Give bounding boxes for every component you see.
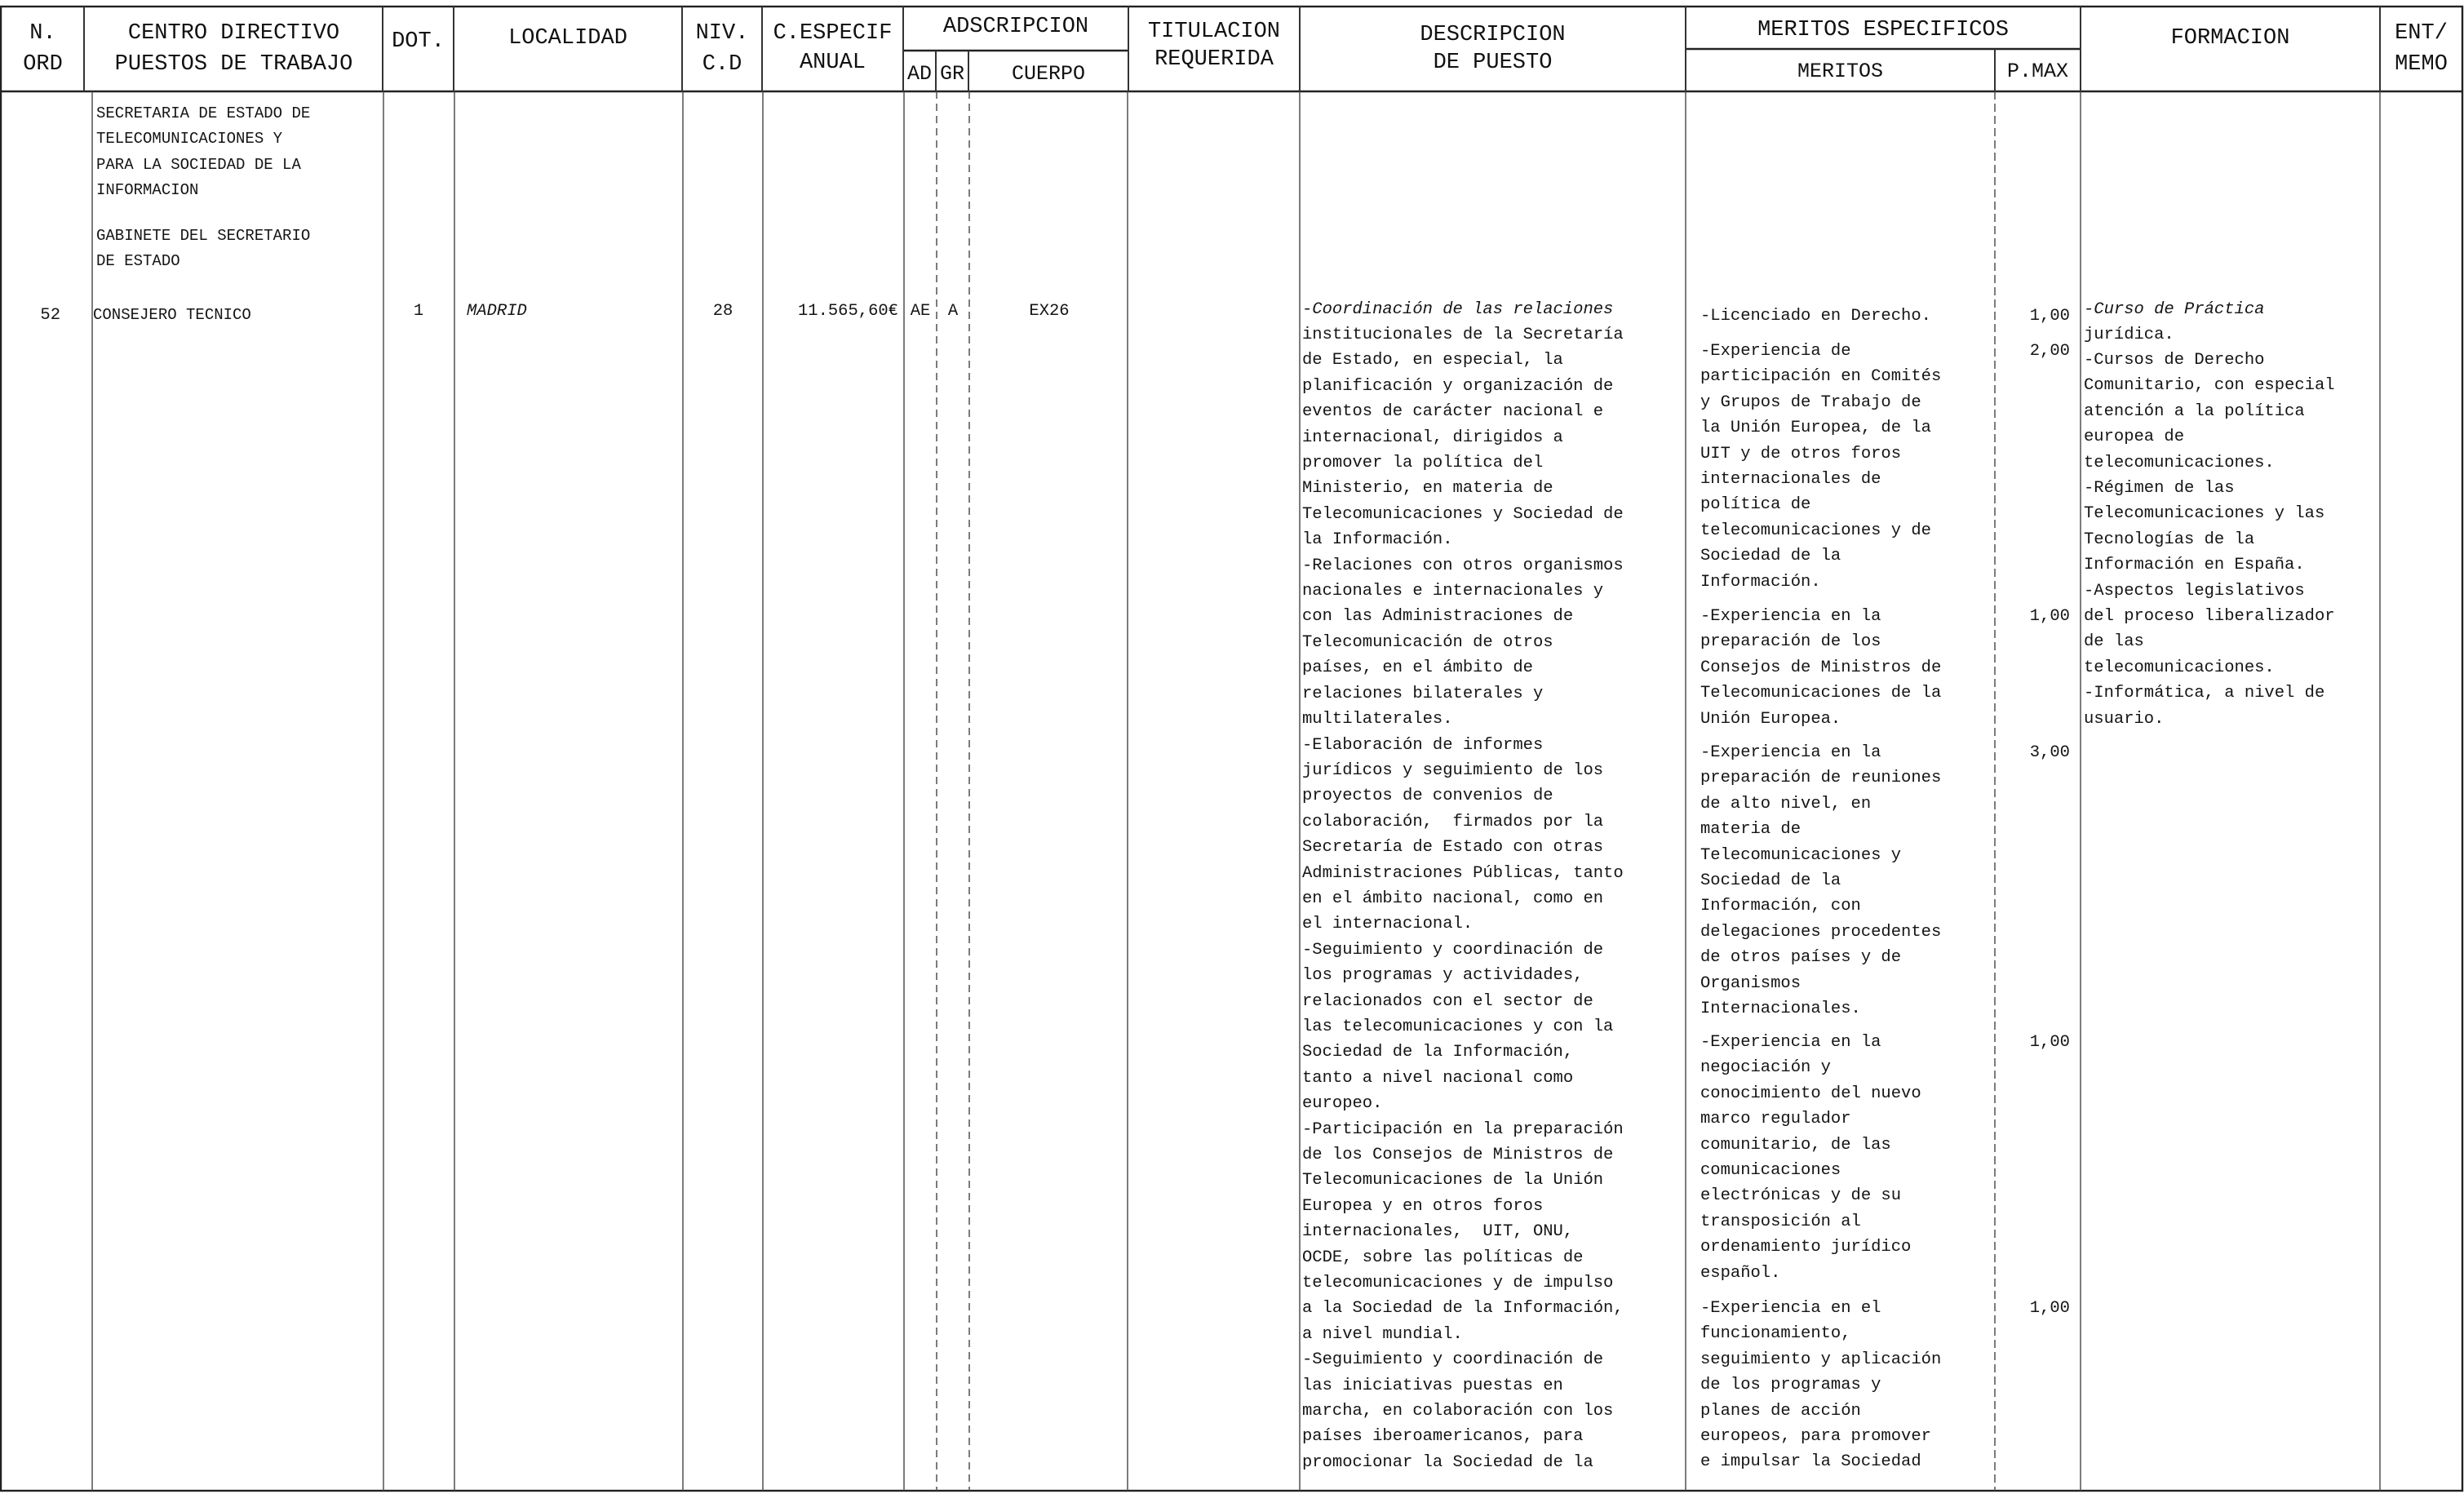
merito-pmax: 2,00: [2029, 342, 2070, 361]
col-centro-header: CENTRO DIRECTIVO PUESTOS DE TRABAJO: [114, 21, 353, 77]
col-pmax-header: P.MAX: [2006, 60, 2068, 83]
merito-item: -Experiencia de participación en Comités y Grupos de Trabajo de la Unión Europea, de la UIT y de otros foros internacionales de política de telecomunicaciones y de Sociedad de la Información.: [1700, 342, 1942, 592]
merito-item: -Experiencia en la preparación de los Consejos de Ministros de Telecomunicaciones de la Unión Europea.: [1700, 607, 1942, 729]
unit-subunidad: GABINETE DEL SECRETARIO DE ESTADO: [96, 227, 311, 271]
col-n-ord-header: N. ORD: [23, 21, 63, 77]
row-localidad: MADRID: [467, 302, 527, 321]
merito-pmax: 1,00: [2029, 1299, 2070, 1318]
col-descripcion-header: DESCRIPCION DE PUESTO: [1420, 23, 1566, 75]
merito-pmax: 1,00: [2029, 307, 2070, 326]
table-frame: [1, 7, 2462, 1491]
col-adscripcion-header: ADSCRIPCION: [942, 15, 1089, 39]
merito-pmax: 1,00: [2029, 1033, 2070, 1052]
merito-item: -Experiencia en la negociación y conocimiento del nuevo marco regulador comunitario, de las comunicaciones electrónicas y de su transposición al ordenamiento jurídico español.: [1700, 1033, 1921, 1283]
unit-organismo: SECRETARIA DE ESTADO DE TELECOMUNICACIONES Y PARA LA SOCIEDAD DE LA INFORMACION: [96, 104, 311, 200]
row-dot: 1: [413, 302, 424, 321]
col-formacion-header: FORMACION: [2170, 26, 2290, 51]
row-descripcion-lead: -Coordinación de las relaciones: [1302, 300, 1614, 319]
col-localidad-header: LOCALIDAD: [508, 26, 627, 51]
merito-pmax: 1,00: [2029, 607, 2070, 626]
row-descripcion: institucionales de la Secretaría de Estado, en especial, la planificación y organización de eventos de carácter nacional e internacional, dirigidos a promover la política del Ministerio, en materia de Telecomunicaciones y Sociedad de la Información. -Relaciones con otros organismos nacionales e internacionales y con las Administraciones de Telecomunicación de otros países, en el ámbito de relaciones bilaterales y multilaterales. -Elaboración de informes jurídicos y seguimiento de los proyectos de convenios de colaboración, firmados por la Secretaría de Estado con otras Administraciones Públicas, tanto en el ámbito nacional, como en el internacional. -Seguimiento y coordinación de los programas y actividades, relacionados con el sector de las telecomunicaciones y con la Sociedad de la Información, tanto a nivel nacional como europeo. -Participación en la preparación de los Consejos de Ministros de Telecomunicaciones de la Unión Europea y en otros foros internacionales, UIT, ONU, OCDE, sobre las políticas de telecomunicaciones y de impulso a la Sociedad de la Información, a nivel mundial. -Seguimiento y coordinación de las iniciativas puestas en marcha, en colaboración con los países iberoamericanos, para promocionar la Sociedad de la: [1302, 326, 1624, 1472]
row-niv: 28: [712, 302, 733, 321]
col-especif-header: C.ESPECIF ANUAL: [773, 21, 893, 75]
row-formacion: -Cursos de Derecho Comunitario, con especial atención a la política europea de telecomunicaciones. -Régimen de las Telecomunicaciones y las Tecnologías de la Información en España. -Aspectos legislativos del proceso liberalizador de las telecomunicaciones. -Informática, a nivel de usuario.: [2084, 351, 2335, 729]
col-ent-memo-header: ENT/ MEMO: [2395, 21, 2448, 77]
col-cuerpo-header: CUERPO: [1011, 62, 1085, 86]
row-ad: AE: [910, 302, 931, 321]
row-formacion-lead-2: jurídica.: [2084, 326, 2174, 344]
row-puesto: CONSEJERO TECNICO: [93, 306, 251, 324]
col-niv-header: NIV. C.D: [695, 21, 749, 77]
merito-item: -Experiencia en el funcionamiento, seguimiento y aplicación de los programas y planes de acción europeos, para promover e impulsar la Sociedad: [1700, 1299, 1942, 1472]
merito-pmax: 3,00: [2029, 743, 2070, 762]
col-meritos-especificos-header: MERITOS ESPECIFICOS: [1757, 18, 2009, 42]
col-meritos-header: MERITOS: [1797, 60, 1884, 83]
row-especif: 11.565,60€: [797, 302, 898, 321]
row-formacion-lead: -Curso de Práctica: [2084, 300, 2265, 319]
merito-item: -Licenciado en Derecho.: [1700, 307, 1931, 326]
col-dot-header: DOT.: [392, 29, 445, 54]
row-n-ord: 52: [40, 306, 60, 325]
row-cuerpo: EX26: [1029, 302, 1070, 321]
col-titulacion-header: TITULACION REQUERIDA: [1147, 20, 1281, 72]
col-ad-header: AD: [906, 62, 932, 86]
col-gr-header: GR: [939, 62, 964, 86]
row-gr: A: [947, 302, 959, 321]
merito-item: -Experiencia en la preparación de reuniones de alto nivel, en materia de Telecomunicaciones y Sociedad de la Información, con delegaciones procedentes de otros países y de Organismos Internacionales.: [1700, 743, 1942, 1019]
